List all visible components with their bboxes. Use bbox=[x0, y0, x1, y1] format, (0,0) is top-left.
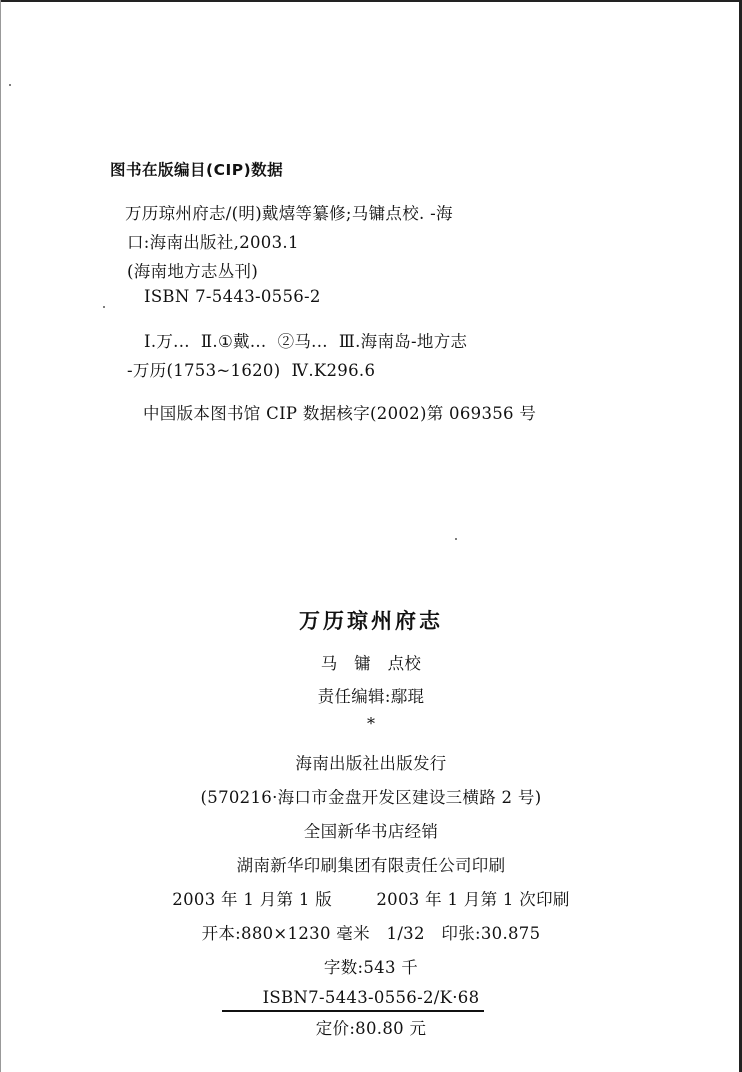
cip-line-isbn: ISBN 7-5443-0556-2 bbox=[144, 287, 321, 306]
price-line: 定价:80.80 元 bbox=[315, 1019, 427, 1038]
colophon-isbn: ISBN7-5443-0556-2/K·68 bbox=[262, 988, 480, 1007]
cip-heading: 图书在版编目(CIP)数据 bbox=[110, 161, 284, 179]
scan-speck bbox=[9, 84, 11, 86]
address-line: (570216·海口市金盘开发区建设三横路 2 号) bbox=[200, 788, 542, 807]
scan-left-edge bbox=[0, 0, 1, 1072]
cip-line-publisher: 口:海南出版社,2003.1 bbox=[127, 233, 299, 252]
word-count-line: 字数:543 千 bbox=[323, 958, 419, 977]
edition-line: 2003 年 1 月第 1 版 2003 年 1 月第 1 次印刷 bbox=[172, 890, 570, 909]
publisher-line: 海南出版社出版发行 bbox=[295, 754, 447, 773]
cip-line-title: 万历琼州府志/(明)戴熺等纂修;马镛点校. -海 bbox=[125, 204, 453, 223]
distributor-line: 全国新华书店经销 bbox=[303, 822, 439, 841]
editor-line: 马 镛 点校 bbox=[320, 654, 422, 673]
responsible-editor: 责任编辑:鄢琨 bbox=[317, 687, 425, 706]
format-line: 开本:880×1230 毫米 1/32 印张:30.875 bbox=[201, 924, 541, 943]
book-title: 万历琼州府志 bbox=[299, 609, 443, 633]
cip-line-classification: -万历(1753~1620) Ⅳ.K296.6 bbox=[127, 361, 376, 380]
separator-star: * bbox=[367, 714, 375, 733]
scan-speck bbox=[455, 538, 457, 540]
isbn-underline bbox=[222, 1010, 484, 1012]
scan-top-edge bbox=[0, 0, 742, 2]
cip-line-series: (海南地方志丛刊) bbox=[127, 262, 259, 281]
printer-line: 湖南新华印刷集团有限责任公司印刷 bbox=[236, 856, 506, 875]
cip-line-approval: 中国版本图书馆 CIP 数据核字(2002)第 069356 号 bbox=[143, 404, 537, 423]
scan-speck bbox=[103, 306, 105, 308]
cip-line-subjects: Ⅰ.万... Ⅱ.①戴... ②马... Ⅲ.海南岛-地方志 bbox=[144, 332, 468, 351]
